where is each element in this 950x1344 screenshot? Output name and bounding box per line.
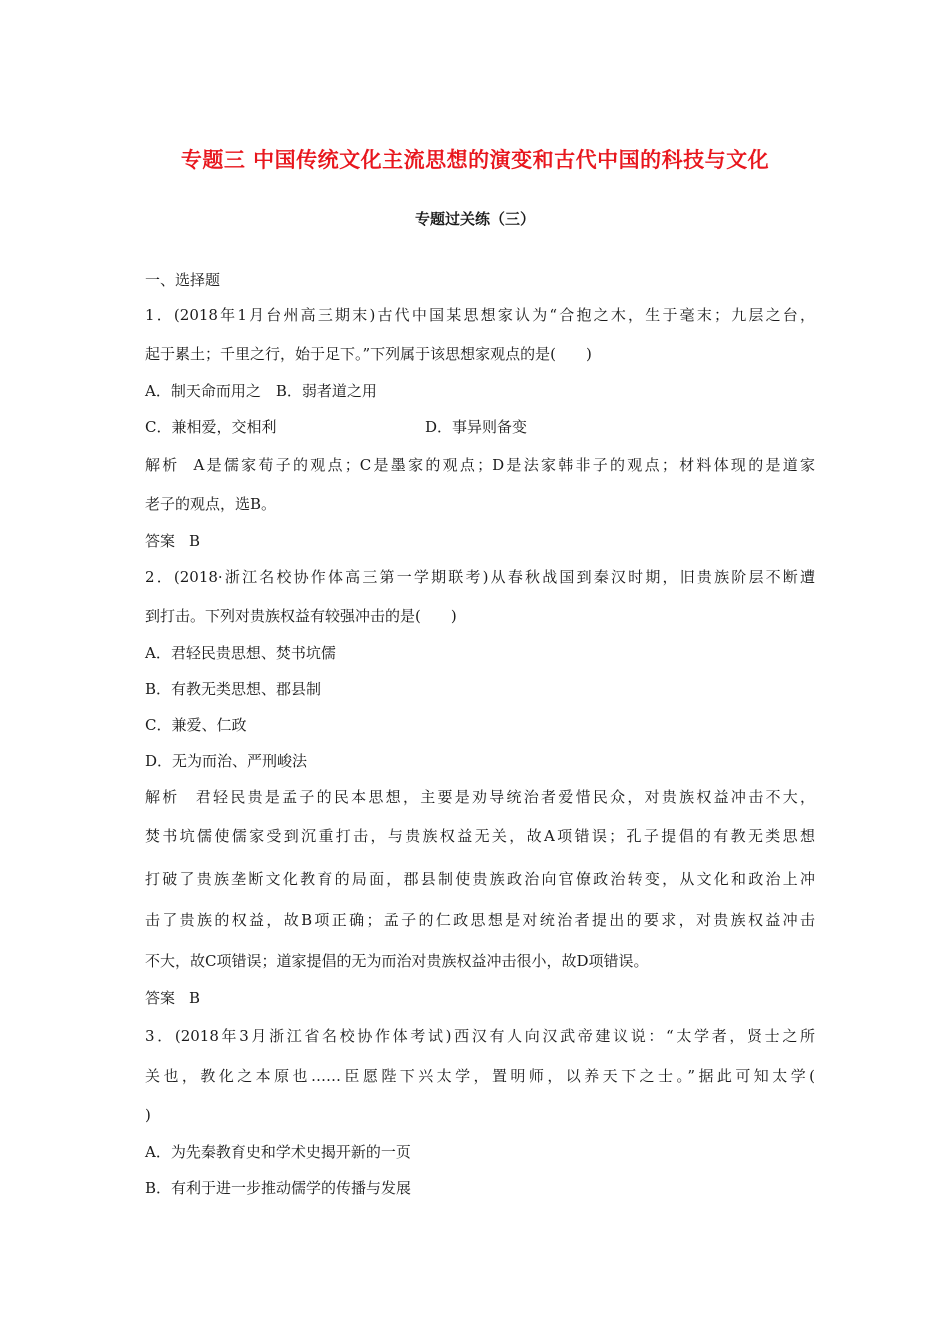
q3-stem-line-1: 3．(2018年3月浙江省名校协作体考试)西汉有人向汉武帝建议说：“太学者，贤士之所 <box>145 1027 815 1045</box>
q1-analysis-label: 解析 <box>145 456 180 474</box>
q1-option-c: C．兼相爱，交相利 <box>145 418 277 436</box>
page-subtitle: 专题过关练（三） <box>414 210 535 228</box>
q2-answer-label: 答案 <box>145 989 176 1007</box>
q2-analysis-label: 解析 <box>145 788 180 806</box>
q1-answer-label: 答案 <box>145 532 176 550</box>
q1-answer <box>145 531 815 551</box>
q2-option-d: D．无为而治、严刑峻法 <box>145 752 308 770</box>
q2-analysis-line-5: 不大，故C项错误；道家提倡的无为而治对贵族权益冲击很小，故D项错误。 <box>145 952 649 970</box>
q1-analysis-line-1 <box>145 455 815 475</box>
q2-analysis-line-4: 击了贵族的权益，故B项正确；孟子的仁政思想是对统治者提出的要求，对贵族权益冲击 <box>145 911 815 929</box>
q2-stem-line-2: 到打击。下列对贵族权益有较强冲击的是( ) <box>145 607 457 625</box>
q2-option-b: B．有教无类思想、郡县制 <box>145 680 322 698</box>
q2-analysis-line-3: 打破了贵族垄断文化教育的局面，郡县制使贵族政治向官僚政治转变，从文化和政治上冲 <box>145 870 815 888</box>
q2-answer <box>145 988 815 1008</box>
q1-answer-value: B <box>189 532 201 550</box>
q3-option-a: A．为先秦教育史和学术史揭开新的一页 <box>145 1143 411 1161</box>
q2-option-c: C．兼爱、仁政 <box>145 716 247 734</box>
q2-stem-line-1: 2．(2018·浙江名校协作体高三第一学期联考)从春秋战国到秦汉时期，旧贵族阶层不断遭 <box>145 568 815 586</box>
q1-analysis-text-1: A是儒家荀子的观点；C是墨家的观点；D是法家韩非子的观点；材料体现的是道家 <box>193 456 815 474</box>
q1-stem-line-2: 起于累土；千里之行，始于足下。”下列属于该思想家观点的是( ) <box>145 345 592 363</box>
q2-answer-value: B <box>189 989 201 1007</box>
q3-stem-line-3: ) <box>145 1106 151 1124</box>
q2-analysis-text-1: 君轻民贵是孟子的民本思想，主要是劝导统治者爱惜民众，对贵族权益冲击不大， <box>193 788 815 806</box>
q2-option-a: A．君轻民贵思想、焚书坑儒 <box>145 644 336 662</box>
q2-analysis-line-1 <box>145 787 815 807</box>
q3-stem-line-2: 关也，教化之本原也……臣愿陛下兴太学，置明师，以养天下之士。”据此可知太学( <box>145 1067 815 1085</box>
page-title: 专题三 中国传统文化主流思想的演变和古代中国的科技与文化 <box>180 148 770 172</box>
q2-analysis-line-2: 焚书坑儒使儒家受到沉重打击，与贵族权益无关，故A项错误；孔子提倡的有教无类思想 <box>145 827 815 845</box>
q1-stem-line-1: 1．(2018年1月台州高三期末)古代中国某思想家认为“合抱之木，生于毫末；九层之台， <box>145 306 815 324</box>
q1-analysis-line-2: 老子的观点，选B。 <box>145 495 277 513</box>
q1-option-d: D．事异则备变 <box>425 418 528 436</box>
q1-options-cd <box>145 417 815 437</box>
section-heading: 一、选择题 <box>145 271 221 289</box>
q3-option-b: B．有利于进一步推动儒学的传播与发展 <box>145 1179 412 1197</box>
q1-options-ab: A．制天命而用之 B．弱者道之用 <box>145 382 377 400</box>
